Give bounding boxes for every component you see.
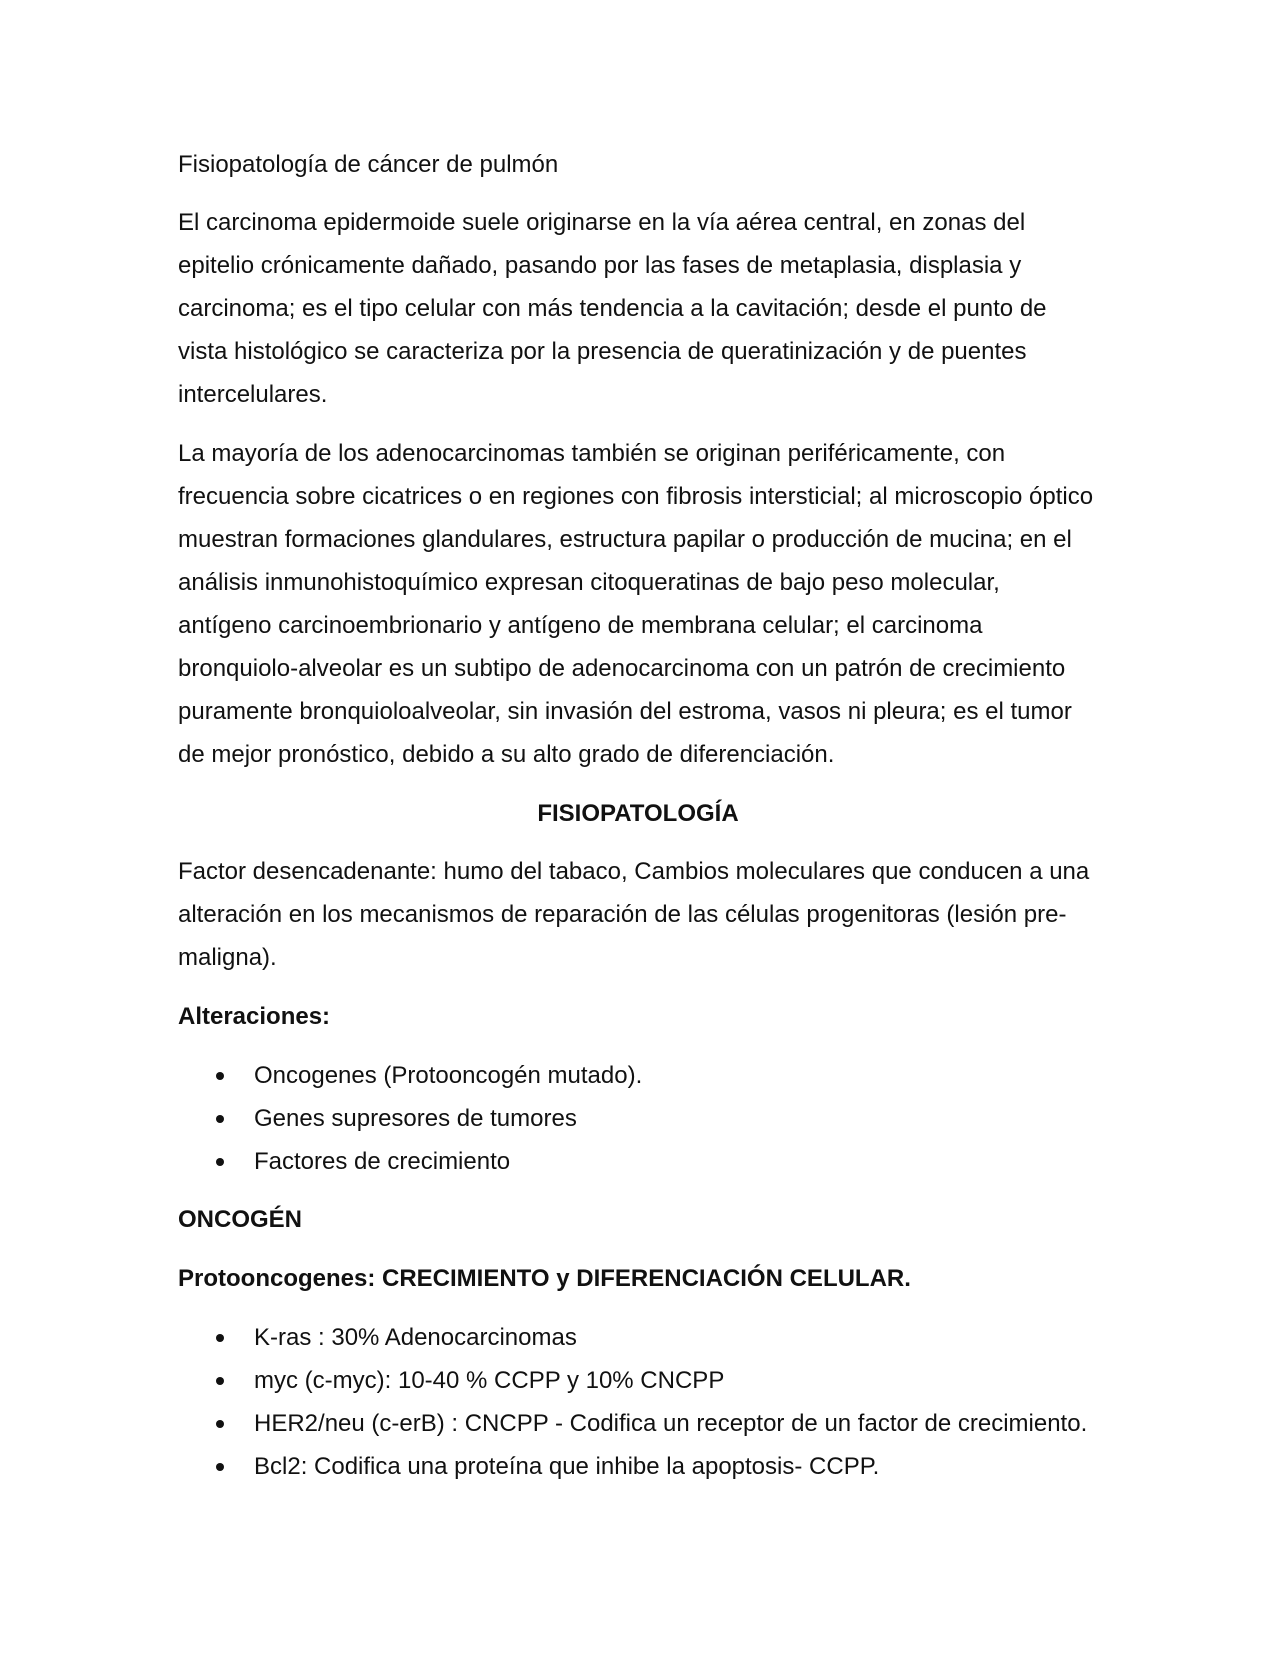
list-item: Bcl2: Codifica una proteína que inhibe la apoptosis- CCPP. [178,1445,1098,1488]
paragraph-factor-desencadenante: Factor desencadenante: humo del tabaco, Cambios moleculares que conducen a una alteración en los mecanismos de reparación de las células progenitoras (lesión pre-maligna). [178,858,1090,971]
list-item: K-ras : 30% Adenocarcinomas [178,1316,1098,1359]
heading-fisiopatologia: FISIOPATOLOGÍA [537,800,739,827]
paragraph-adenocarcinomas: La mayoría de los adenocarcinomas también se originan periféricamente, con frecuencia sobre cicatrices o en regiones con fibrosis intersticial; al microscopio óptico muestran formaciones glandulares, estructura papilar o producción de mucina; en el análisis inmunohistoquímico expresan citoqueratinas de bajo peso molecular, antígeno carcinoembrionario y antígeno de membrana celular; el carcinoma bronquiolo-alveolar es un subtipo de adenocarcinoma con un patrón de crecimiento puramente bronquioloalveolar, sin invasión del estroma, vasos ni pleura; es el tumor de mejor pronóstico, debido a su alto grado de diferenciación. [178,440,1094,768]
list-item: myc (c-myc): 10-40 % CCPP y 10% CNCPP [178,1359,1098,1402]
list-item: Genes supresores de tumores [178,1097,1098,1140]
document-title: Fisiopatología de cáncer de pulmón [178,151,559,178]
heading-protooncogenes: Protooncogenes: CRECIMIENTO y DIFERENCIACIÓN CELULAR. [178,1265,911,1292]
heading-alteraciones: Alteraciones: [178,1003,331,1030]
alteraciones-list [178,1054,1098,1183]
list-item: Oncogenes (Protooncogén mutado). [178,1054,1098,1097]
protooncogenes-list [178,1316,1098,1488]
list-item: HER2/neu (c-erB) : CNCPP - Codifica un receptor de un factor de crecimiento. [178,1402,1098,1445]
paragraph-carcinoma-epidermoide: El carcinoma epidermoide suele originarse en la vía aérea central, en zonas del epitelio crónicamente dañado, pasando por las fases de metaplasia, displasia y carcinoma; es el tipo celular con más tendencia a la cavitación; desde el punto de vista histológico se caracteriza por la presencia de queratinización y de puentes intercelulares. [178,209,1047,408]
heading-oncogen: ONCOGÉN [178,1206,303,1233]
list-item: Factores de crecimiento [178,1140,1098,1183]
document-page [178,143,1098,1503]
